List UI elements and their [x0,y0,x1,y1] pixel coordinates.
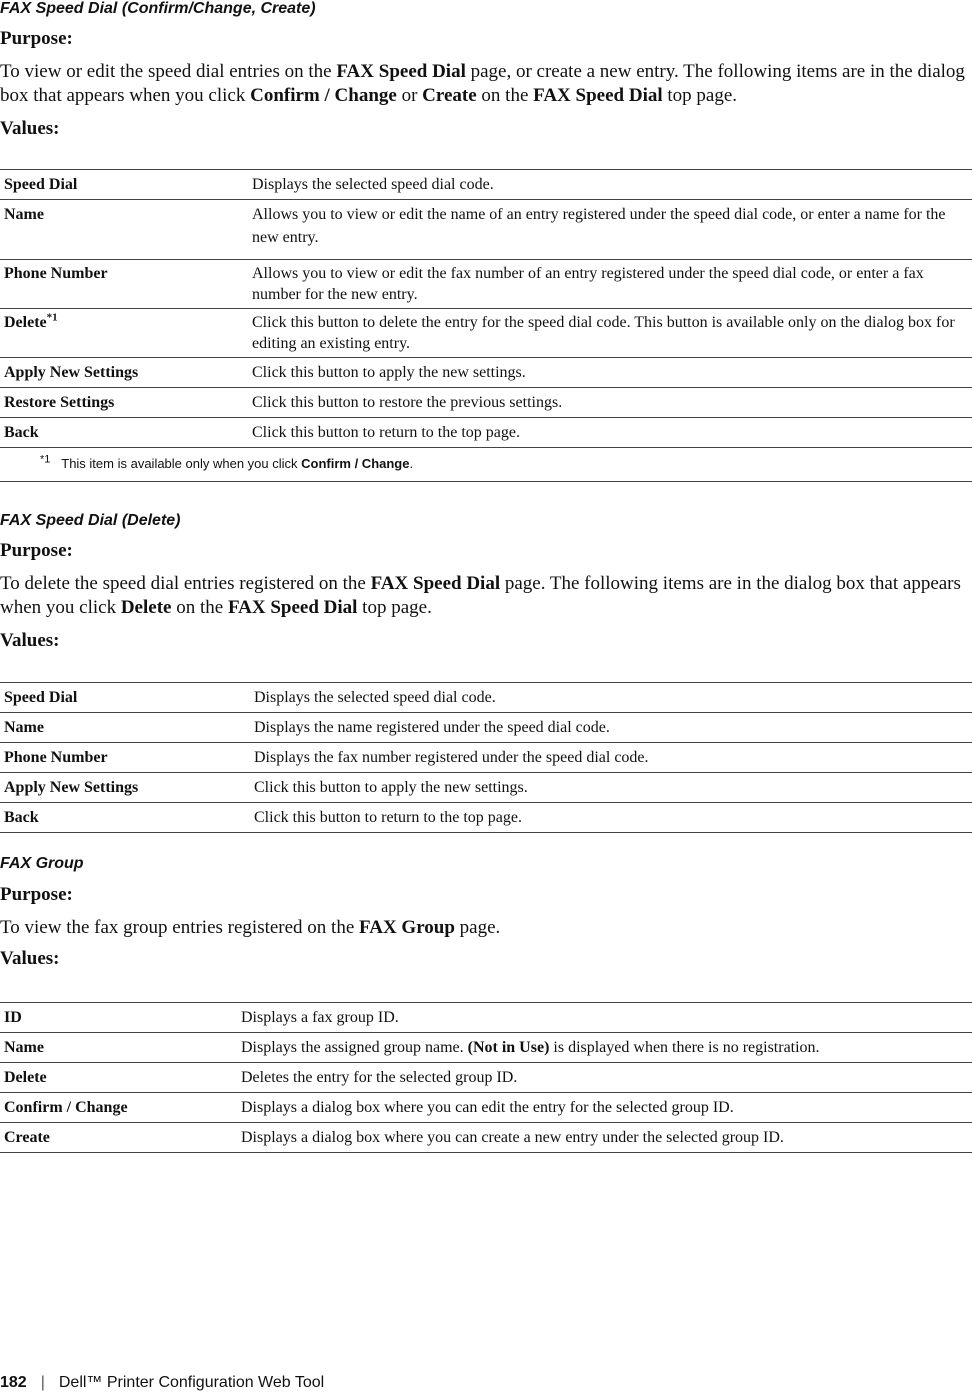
table-row [0,309,972,358]
values-label: Values: [0,948,60,969]
purpose-label: Purpose: [0,540,73,561]
row-key: Confirm / Change [0,1093,241,1123]
row-key: Apply New Settings [0,358,252,388]
row-value: Click this button to apply the new settings. [254,773,972,803]
purpose-paragraph: To view or edit the speed dial entries on the FAX Speed Dial page, or create a new entry. The following items are in the dialog box that appears when you click Confirm / Change or Create on the FAX Speed Dial top page. [0,61,965,106]
table-row [0,1063,972,1093]
purpose-label: Purpose: [0,28,73,49]
row-value: Displays the fax number registered under the speed dial code. [254,743,972,773]
row-key: Delete [0,1063,241,1093]
row-value: Allows you to view or edit the name of an entry registered under the speed dial code, or enter a name for the new entry. [252,200,972,260]
table-row [0,200,972,260]
table-row [0,1003,972,1033]
purpose-paragraph: To view the fax group entries registered on the FAX Group page. [0,917,501,938]
page-footer [0,1374,324,1392]
footer-title: Dell™ Printer Configuration Web Tool [58,1374,325,1391]
row-value: Displays a dialog box where you can edit the entry for the selected group ID. [241,1093,972,1123]
table-row [0,773,972,803]
table-row [0,683,972,713]
row-key: Name [0,713,254,743]
row-key: Speed Dial [0,683,254,713]
table-row [0,260,972,309]
row-key: ID [0,1003,241,1033]
row-key: Apply New Settings [0,773,254,803]
table-row [0,1093,972,1123]
table-row [0,358,972,388]
section-heading-fax-group: FAX Group [0,855,84,872]
footnote-row [0,448,972,482]
row-key: Phone Number [0,260,252,309]
row-key: Delete$^{*1}$ [0,309,252,358]
purpose-paragraph: To delete the speed dial entries registered on the FAX Speed Dial page. The following items are in the dialog box that appears when you click Delete on the FAX Speed Dial top page. [0,573,961,618]
page-number: 182 [0,1374,27,1391]
row-key: Restore Settings [0,388,252,418]
row-key: Name [0,200,252,260]
values-table-speed-dial-delete [0,682,972,833]
section-heading-speed-dial-delete: FAX Speed Dial (Delete) [0,512,181,529]
row-value: Displays the selected speed dial code. [254,683,972,713]
values-label: Values: [0,118,60,139]
footnote-marker: *1 [46,311,58,324]
row-value: Click this button to apply the new settings. [252,358,972,388]
values-table-fax-group [0,1002,972,1153]
row-value: Displays a fax group ID. [241,1003,972,1033]
row-value: Deletes the entry for the selected group ID. [241,1063,972,1093]
row-value: Click this button to return to the top page. [254,803,972,833]
row-key: Name [0,1033,241,1063]
row-value: Click this button to restore the previous settings. [252,388,972,418]
row-value: Displays the assigned group name. (Not in Use) is displayed when there is no registration. [241,1033,972,1063]
table-row [0,418,972,448]
table-row [0,1123,972,1153]
table-row [0,803,972,833]
footer-separator: | [40,1374,45,1391]
row-key: Back [0,803,254,833]
row-key: Phone Number [0,743,254,773]
row-value: Allows you to view or edit the fax number of an entry registered under the speed dial code, or enter a fax number for the new entry. [252,260,972,309]
purpose-label: Purpose: [0,884,73,905]
row-value: Click this button to return to the top page. [252,418,972,448]
row-value: Click this button to delete the entry for the speed dial code. This button is available only on the dialog box for editing an existing entry. [252,309,972,358]
table-row [0,1033,972,1063]
footnote: $^{*1}$ This item is available only when you click Confirm / Change. [0,448,972,482]
table-row [0,713,972,743]
table-row [0,743,972,773]
row-key: Back [0,418,252,448]
row-key: Speed Dial [0,170,252,200]
row-key: Create [0,1123,241,1153]
table-row [0,170,972,200]
row-value: Displays the name registered under the speed dial code. [254,713,972,743]
row-value: Displays the selected speed dial code. [252,170,972,200]
table-row [0,388,972,418]
values-table-speed-dial-confirm [0,169,972,482]
values-label: Values: [0,630,60,651]
section-heading-speed-dial-confirm: FAX Speed Dial (Confirm/Change, Create) [0,0,316,17]
row-value: Displays a dialog box where you can create a new entry under the selected group ID. [241,1123,972,1153]
